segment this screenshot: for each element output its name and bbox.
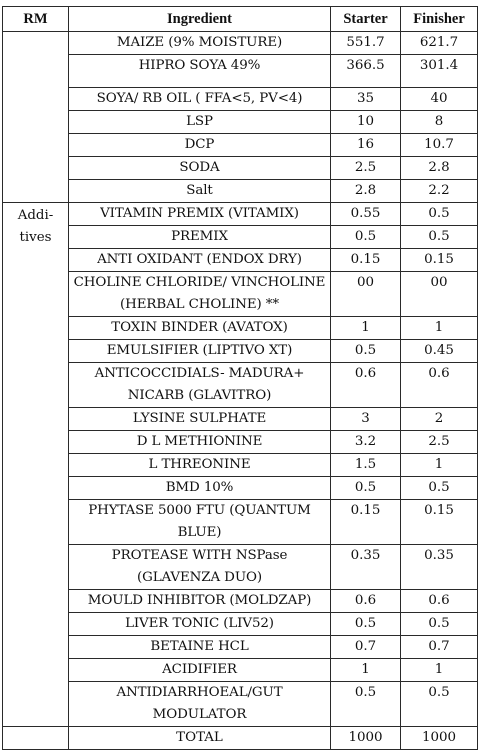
table-row [3, 55, 478, 88]
table-row [3, 431, 478, 454]
ingredient-line: ANTICOCCIDIALS- MADURA+ [94, 366, 305, 381]
starter-cell: 2.8 [331, 180, 401, 203]
rm-group-additives [3, 203, 69, 727]
finisher-cell: 0.7 [401, 636, 478, 659]
total-finisher: 1000 [401, 727, 478, 750]
finisher-cell: 1 [401, 454, 478, 477]
header-row [3, 7, 478, 32]
starter-cell: 0.6 [331, 363, 401, 408]
table-row [3, 477, 478, 500]
finisher-cell: 0.15 [401, 500, 478, 545]
ingredient-line: MODULATOR [152, 707, 247, 722]
ingredient-cell: BETAINE HCL [69, 636, 331, 659]
table-row [3, 613, 478, 636]
table-row [3, 408, 478, 431]
starter-cell: 1 [331, 317, 401, 340]
group-label-line2: tives [19, 230, 52, 245]
ingredient-cell: LYSINE SULPHATE [69, 408, 331, 431]
starter-cell: 0.5 [331, 613, 401, 636]
ingredient-cell: SOYA/ RB OIL ( FFA<5, PV<4) [69, 88, 331, 111]
table-row [3, 249, 478, 272]
ingredient-cell [69, 500, 331, 545]
ingredient-cell [69, 363, 331, 408]
finisher-cell: 10.7 [401, 134, 478, 157]
group-label-line1: Addi- [17, 208, 54, 223]
starter-cell: 1.5 [331, 454, 401, 477]
ingredient-cell: MOULD INHIBITOR (MOLDZAP) [69, 590, 331, 613]
starter-cell: 0.5 [331, 477, 401, 500]
finisher-cell: 0.6 [401, 363, 478, 408]
starter-cell: 00 [331, 272, 401, 317]
ingredient-cell: PREMIX [69, 226, 331, 249]
starter-cell: 0.5 [331, 340, 401, 363]
starter-cell: 551.7 [331, 32, 401, 55]
finisher-cell: 0.5 [401, 477, 478, 500]
table-row [3, 636, 478, 659]
ingredient-cell: VITAMIN PREMIX (VITAMIX) [69, 203, 331, 226]
finisher-cell: 1 [401, 659, 478, 682]
ingredient-line: PROTEASE WITH NSPase [111, 548, 288, 563]
total-label: TOTAL [69, 727, 331, 750]
ingredient-line: CHOLINE CHLORIDE/ VINCHOLINE [73, 275, 326, 290]
starter-cell: 0.15 [331, 500, 401, 545]
starter-cell: 2.5 [331, 157, 401, 180]
starter-cell: 3.2 [331, 431, 401, 454]
header-rm: RM [3, 7, 69, 32]
table-row [3, 180, 478, 203]
finisher-cell: 0.5 [401, 682, 478, 727]
rm-empty-cell [3, 727, 69, 750]
header-starter: Starter [331, 7, 401, 32]
starter-cell: 0.6 [331, 590, 401, 613]
starter-cell: 0.7 [331, 636, 401, 659]
table-row [3, 500, 478, 545]
finisher-cell: 0.5 [401, 226, 478, 249]
ingredient-line: ANTIDIARRHOEAL/GUT [116, 685, 283, 700]
table-row [3, 272, 478, 317]
feed-formulation-table [2, 6, 478, 750]
table-row [3, 317, 478, 340]
ingredient-cell: SODA [69, 157, 331, 180]
table-row [3, 32, 478, 55]
finisher-cell: 301.4 [401, 55, 478, 88]
ingredient-cell: HIPRO SOYA 49% [69, 55, 331, 88]
ingredient-line: PHYTASE 5000 FTU (QUANTUM [88, 503, 311, 518]
starter-cell: 10 [331, 111, 401, 134]
table-row [3, 545, 478, 590]
finisher-cell: 0.5 [401, 613, 478, 636]
ingredient-line: (HERBAL CHOLINE) ** [120, 297, 279, 312]
table-row [3, 363, 478, 408]
total-row [3, 727, 478, 750]
starter-cell: 0.35 [331, 545, 401, 590]
ingredient-cell: LIVER TONIC (LIV52) [69, 613, 331, 636]
table-row [3, 226, 478, 249]
finisher-cell: 0.6 [401, 590, 478, 613]
ingredient-line: NICARB (GLAVITRO) [127, 388, 272, 403]
table-row [3, 340, 478, 363]
starter-cell: 16 [331, 134, 401, 157]
starter-cell: 1 [331, 659, 401, 682]
ingredient-cell [69, 545, 331, 590]
table-row [3, 111, 478, 134]
finisher-cell: 2.2 [401, 180, 478, 203]
ingredient-cell: Salt [69, 180, 331, 203]
finisher-cell: 0.15 [401, 249, 478, 272]
table-row [3, 682, 478, 727]
ingredient-cell: MAIZE (9% MOISTURE) [69, 32, 331, 55]
starter-cell: 0.5 [331, 682, 401, 727]
table-row [3, 659, 478, 682]
rm-group-raw [3, 32, 69, 203]
table-row [3, 590, 478, 613]
ingredient-cell: ACIDIFIER [69, 659, 331, 682]
finisher-cell: 0.35 [401, 545, 478, 590]
ingredient-cell [69, 682, 331, 727]
ingredient-cell: DCP [69, 134, 331, 157]
table-row [3, 454, 478, 477]
ingredient-cell: D L METHIONINE [69, 431, 331, 454]
header-ingredient: Ingredient [69, 7, 331, 32]
header-finisher: Finisher [401, 7, 478, 32]
finisher-cell: 00 [401, 272, 478, 317]
finisher-cell: 621.7 [401, 32, 478, 55]
ingredient-line: (GLAVENZA DUO) [136, 570, 263, 585]
finisher-cell: 0.5 [401, 203, 478, 226]
starter-cell: 0.15 [331, 249, 401, 272]
total-starter: 1000 [331, 727, 401, 750]
finisher-cell: 0.45 [401, 340, 478, 363]
finisher-cell: 1 [401, 317, 478, 340]
ingredient-cell: BMD 10% [69, 477, 331, 500]
table-row [3, 88, 478, 111]
starter-cell: 0.5 [331, 226, 401, 249]
finisher-cell: 2.8 [401, 157, 478, 180]
ingredient-line: BLUE) [177, 525, 222, 540]
table-row [3, 157, 478, 180]
table-row [3, 203, 478, 226]
finisher-cell: 40 [401, 88, 478, 111]
finisher-cell: 8 [401, 111, 478, 134]
ingredient-cell: L THREONINE [69, 454, 331, 477]
ingredient-cell: TOXIN BINDER (AVATOX) [69, 317, 331, 340]
ingredient-cell: EMULSIFIER (LIPTIVO XT) [69, 340, 331, 363]
ingredient-cell: ANTI OXIDANT (ENDOX DRY) [69, 249, 331, 272]
starter-cell: 366.5 [331, 55, 401, 88]
table-row [3, 134, 478, 157]
finisher-cell: 2 [401, 408, 478, 431]
ingredient-cell: LSP [69, 111, 331, 134]
starter-cell: 35 [331, 88, 401, 111]
starter-cell: 3 [331, 408, 401, 431]
starter-cell: 0.55 [331, 203, 401, 226]
ingredient-cell [69, 272, 331, 317]
finisher-cell: 2.5 [401, 431, 478, 454]
